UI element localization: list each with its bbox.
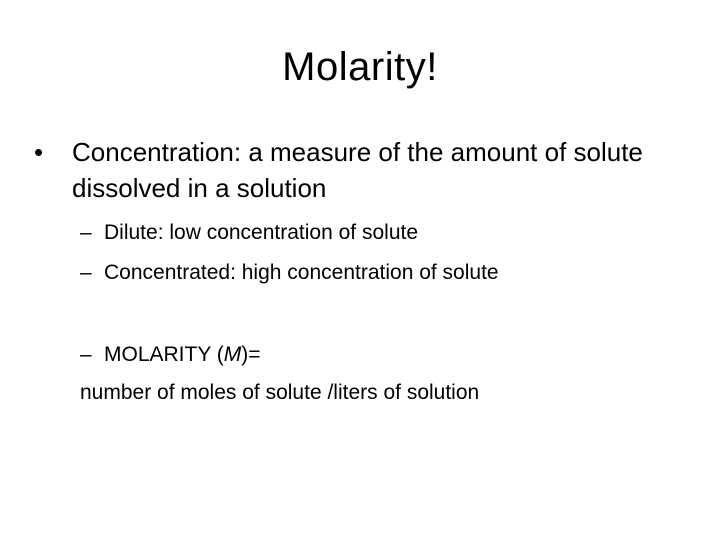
subbullet-molarity <box>34 342 684 368</box>
subbullet-concentrated <box>34 260 684 286</box>
subbullet-dilute <box>34 220 684 246</box>
dash-icon: – <box>80 261 92 284</box>
molarity-label-suffix: )= <box>241 343 261 366</box>
slide-body <box>34 134 684 406</box>
bullet-icon: • <box>34 137 44 167</box>
subbullet-concentrated-text: Concentrated: high concentration of solute <box>104 261 499 284</box>
subbullet-dilute-text: Dilute: low concentration of solute <box>104 221 419 244</box>
slide-title: Molarity! <box>282 45 438 89</box>
bullet-concentration-text: Concentration: a measure of the amount of solute dissolved in a solution <box>72 137 643 203</box>
molarity-label-prefix: MOLARITY ( <box>104 343 224 366</box>
dash-icon: – <box>80 221 92 244</box>
dash-icon: – <box>80 343 92 366</box>
molarity-formula: number of moles of solute /liters of solution <box>80 381 480 404</box>
molarity-symbol: M <box>223 343 242 366</box>
bullet-concentration <box>34 134 684 206</box>
